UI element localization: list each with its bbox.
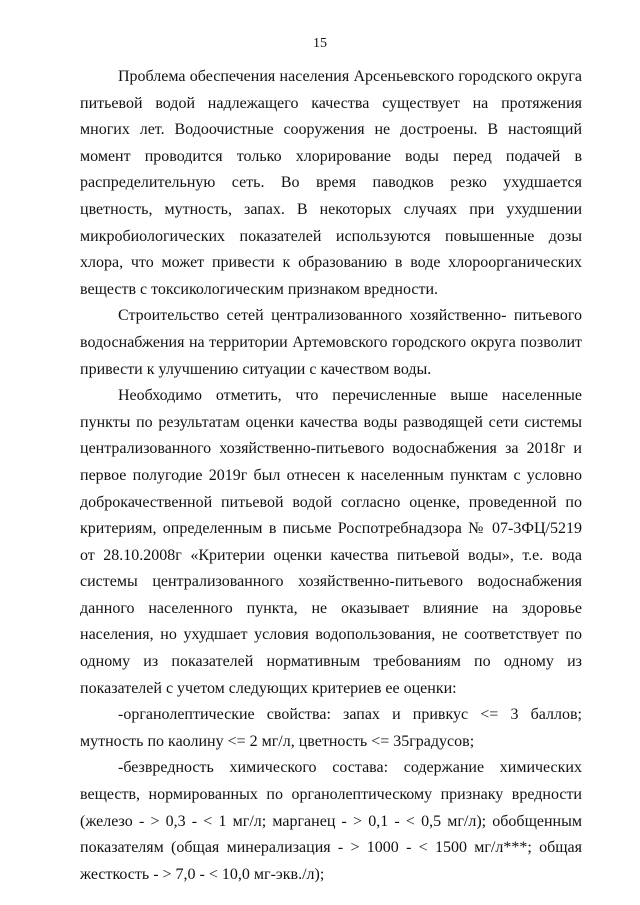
document-body <box>80 64 582 888</box>
paragraph-water-supply-problem: Проблема обеспечения населения Арсеньевского городского округа питьевой водой надлежащего качества существует на протяжения многих лет. Водоочистные сооружения не достроены. В настоящий момент проводится только хлорирование воды перед подачей в распределительную сеть. Во время паводков резко ухудшается цветность, мутность, запах. В некоторых случаях при ухудшении микробиологических показателей используются повышенные дозы хлора, что может привести к образованию в воде хлороорганических веществ с токсикологическим признаком вредности. <box>80 68 582 298</box>
paragraph-quality-assessment: Необходимо отметить, что перечисленные выше населенные пункты по результатам оценки качества воды разводящей сети системы централизованного хозяйственно-питьевого водоснабжения за 2018г и первое полугодие 2019г был отнесен к населенным пунктам с условно доброкачественной питьевой водой согласно оценке, проведенной по критериям, определенным в письме Роспотребнадзора № 07-3ФЦ/5219 от 28.10.2008г «Критерии оценки качества питьевой воды», т.е. вода системы централизованного хозяйственно-питьевого водоснабжения данного населенного пункта, не оказывает влияние на здоровье населения, но ухудшает условия водопользования, не соответствует по одному из показателей нормативным требованиям по одному из показателей с учетом следующих критериев ее оценки: <box>80 387 582 697</box>
paragraph-organoleptic-criteria: -органолептические свойства: запах и привкус <= 3 баллов; мутность по каолину <= 2 мг/л, цветность <= 35градусов; <box>80 706 582 750</box>
page-number: 15 <box>313 36 327 51</box>
paragraph-chemical-criteria: -безвредность химического состава: содержание химических веществ, нормированных по органолептическому признаку вредности (железо - > 0,3 - < 1 мг/л; марганец - > 0,1 - < 0,5 мг/л); обобщенным показателям (общая минерализация - > 1000 - < 1500 мг/л***; общая жесткость - > 7,0 - < 10,0 мг-экв./л); <box>80 759 582 883</box>
paragraph-network-construction: Строительство сетей централизованного хозяйственно- питьевого водоснабжения на территории Артемовского городского округа позволит привести к улучшению ситуации с качеством воды. <box>80 307 582 378</box>
